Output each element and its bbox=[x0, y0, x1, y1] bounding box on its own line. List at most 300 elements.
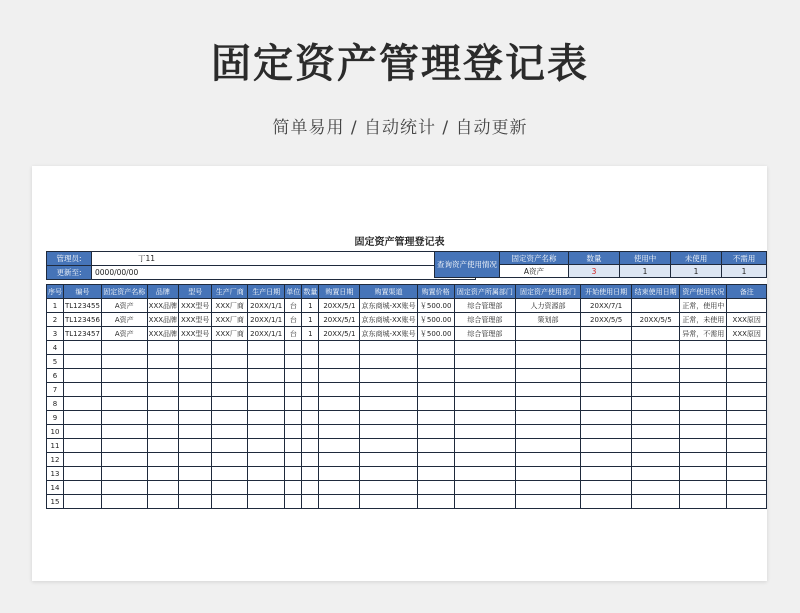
table-cell[interactable] bbox=[64, 467, 102, 481]
table-cell[interactable]: ￥500.00 bbox=[417, 313, 454, 327]
table-cell[interactable] bbox=[248, 481, 285, 495]
table-cell[interactable]: 3 bbox=[47, 327, 64, 341]
table-cell[interactable] bbox=[285, 355, 302, 369]
table-row bbox=[47, 453, 767, 467]
table-cell[interactable] bbox=[212, 383, 248, 397]
table-cell[interactable] bbox=[179, 355, 212, 369]
column-header[interactable]: 固定资产使用部门 bbox=[516, 285, 581, 299]
table-cell[interactable] bbox=[581, 355, 632, 369]
table-cell[interactable] bbox=[101, 467, 147, 481]
table-cell[interactable] bbox=[64, 383, 102, 397]
table-cell[interactable]: 1 bbox=[47, 299, 64, 313]
table-cell[interactable] bbox=[248, 453, 285, 467]
table-cell[interactable] bbox=[248, 341, 285, 355]
column-header[interactable]: 序号 bbox=[47, 285, 64, 299]
column-header[interactable]: 购置日期 bbox=[319, 285, 360, 299]
table-cell[interactable] bbox=[516, 467, 581, 481]
table-cell[interactable] bbox=[248, 425, 285, 439]
table-cell[interactable]: 14 bbox=[47, 481, 64, 495]
table-cell[interactable] bbox=[302, 439, 319, 453]
table-cell[interactable] bbox=[632, 439, 680, 453]
table-cell[interactable]: 2 bbox=[47, 313, 64, 327]
table-cell[interactable] bbox=[454, 495, 515, 509]
table-cell[interactable] bbox=[64, 355, 102, 369]
table-cell[interactable] bbox=[516, 383, 581, 397]
table-cell[interactable] bbox=[64, 369, 102, 383]
table-cell[interactable] bbox=[632, 467, 680, 481]
table-cell[interactable]: 1 bbox=[302, 327, 319, 341]
table-cell[interactable] bbox=[727, 383, 767, 397]
table-cell[interactable] bbox=[727, 453, 767, 467]
table-cell[interactable] bbox=[147, 411, 178, 425]
table-cell[interactable] bbox=[64, 425, 102, 439]
table-cell[interactable]: A资产 bbox=[101, 299, 147, 313]
table-cell[interactable] bbox=[727, 341, 767, 355]
column-header[interactable]: 固定资产所属部门 bbox=[454, 285, 515, 299]
table-cell[interactable] bbox=[417, 439, 454, 453]
table-cell[interactable] bbox=[632, 299, 680, 313]
table-cell[interactable] bbox=[581, 439, 632, 453]
table-cell[interactable] bbox=[285, 341, 302, 355]
column-header[interactable]: 数量 bbox=[302, 285, 319, 299]
page-subtitle: 简单易用 / 自动统计 / 自动更新 bbox=[272, 118, 528, 138]
table-cell[interactable] bbox=[581, 341, 632, 355]
table-cell[interactable] bbox=[727, 411, 767, 425]
table-cell[interactable] bbox=[319, 425, 360, 439]
table-cell[interactable]: XXX型号 bbox=[179, 313, 212, 327]
table-cell[interactable] bbox=[319, 341, 360, 355]
table-cell[interactable] bbox=[179, 383, 212, 397]
table-cell[interactable] bbox=[680, 341, 727, 355]
table-cell[interactable] bbox=[302, 481, 319, 495]
table-cell[interactable] bbox=[727, 355, 767, 369]
table-cell[interactable]: ￥500.00 bbox=[417, 299, 454, 313]
table-cell[interactable] bbox=[360, 341, 417, 355]
table-cell[interactable] bbox=[680, 383, 727, 397]
table-cell[interactable] bbox=[101, 411, 147, 425]
table-cell[interactable]: 13 bbox=[47, 467, 64, 481]
table-cell[interactable] bbox=[248, 467, 285, 481]
table-cell[interactable] bbox=[147, 355, 178, 369]
table-cell[interactable]: XXX厂商 bbox=[212, 299, 248, 313]
table-cell[interactable] bbox=[417, 453, 454, 467]
table-cell[interactable]: 15 bbox=[47, 495, 64, 509]
table-cell[interactable] bbox=[417, 397, 454, 411]
column-header[interactable]: 编号 bbox=[64, 285, 102, 299]
table-cell[interactable] bbox=[101, 425, 147, 439]
table-cell[interactable] bbox=[319, 467, 360, 481]
table-cell[interactable] bbox=[248, 369, 285, 383]
table-cell[interactable] bbox=[179, 453, 212, 467]
table-cell[interactable] bbox=[454, 397, 515, 411]
table-cell[interactable]: 台 bbox=[285, 299, 302, 313]
table-cell[interactable]: 4 bbox=[47, 341, 64, 355]
table-cell[interactable] bbox=[581, 495, 632, 509]
table-cell[interactable] bbox=[360, 495, 417, 509]
table-cell[interactable] bbox=[360, 481, 417, 495]
table-cell[interactable] bbox=[212, 369, 248, 383]
table-cell[interactable] bbox=[727, 299, 767, 313]
table-cell[interactable] bbox=[248, 383, 285, 397]
table-cell[interactable] bbox=[417, 383, 454, 397]
table-cell[interactable] bbox=[319, 453, 360, 467]
table-cell[interactable]: 20XX/5/1 bbox=[319, 327, 360, 341]
table-cell[interactable]: 综合管理部 bbox=[454, 313, 515, 327]
table-cell[interactable]: 正常，使用中 bbox=[680, 299, 727, 313]
table-cell[interactable] bbox=[302, 467, 319, 481]
table-cell[interactable] bbox=[319, 495, 360, 509]
table-cell[interactable]: 综合管理部 bbox=[454, 299, 515, 313]
table-cell[interactable] bbox=[516, 369, 581, 383]
table-cell[interactable] bbox=[454, 439, 515, 453]
table-cell[interactable] bbox=[64, 341, 102, 355]
table-cell[interactable]: A资产 bbox=[101, 313, 147, 327]
table-cell[interactable] bbox=[212, 453, 248, 467]
table-cell[interactable] bbox=[147, 397, 178, 411]
table-cell[interactable] bbox=[417, 467, 454, 481]
table-cell[interactable]: TL123457 bbox=[64, 327, 102, 341]
table-cell[interactable]: 8 bbox=[47, 397, 64, 411]
table-cell[interactable] bbox=[302, 355, 319, 369]
table-cell[interactable] bbox=[285, 411, 302, 425]
table-cell[interactable] bbox=[632, 397, 680, 411]
table-cell[interactable] bbox=[302, 495, 319, 509]
table-cell[interactable]: TL123455 bbox=[64, 299, 102, 313]
table-cell[interactable] bbox=[101, 439, 147, 453]
table-cell[interactable] bbox=[101, 369, 147, 383]
table-cell[interactable] bbox=[516, 411, 581, 425]
table-cell[interactable] bbox=[101, 397, 147, 411]
table-cell[interactable] bbox=[632, 411, 680, 425]
column-header[interactable]: 资产使用状况 bbox=[680, 285, 727, 299]
column-header[interactable]: 备注 bbox=[727, 285, 767, 299]
table-cell[interactable]: 5 bbox=[47, 355, 64, 369]
table-cell[interactable] bbox=[101, 383, 147, 397]
table-cell[interactable] bbox=[516, 341, 581, 355]
table-cell[interactable] bbox=[179, 439, 212, 453]
table-cell[interactable] bbox=[680, 481, 727, 495]
table-cell[interactable]: 20XX/1/1 bbox=[248, 299, 285, 313]
table-cell[interactable] bbox=[727, 467, 767, 481]
table-cell[interactable] bbox=[360, 411, 417, 425]
table-cell[interactable]: 20XX/5/1 bbox=[319, 299, 360, 313]
column-header[interactable]: 型号 bbox=[179, 285, 212, 299]
table-cell[interactable] bbox=[64, 439, 102, 453]
table-cell[interactable] bbox=[285, 467, 302, 481]
table-cell[interactable] bbox=[680, 453, 727, 467]
table-cell[interactable] bbox=[417, 411, 454, 425]
table-cell[interactable] bbox=[632, 425, 680, 439]
table-cell[interactable] bbox=[101, 355, 147, 369]
table-cell[interactable] bbox=[302, 411, 319, 425]
table-cell[interactable]: 台 bbox=[285, 313, 302, 327]
table-cell[interactable]: 台 bbox=[285, 327, 302, 341]
table-cell[interactable] bbox=[212, 481, 248, 495]
table-cell[interactable] bbox=[248, 439, 285, 453]
table-cell[interactable] bbox=[516, 495, 581, 509]
table-cell[interactable]: 9 bbox=[47, 411, 64, 425]
table-cell[interactable] bbox=[360, 383, 417, 397]
table-cell[interactable] bbox=[417, 341, 454, 355]
table-cell[interactable] bbox=[516, 481, 581, 495]
table-cell[interactable]: 20XX/5/1 bbox=[319, 313, 360, 327]
table-cell[interactable] bbox=[302, 397, 319, 411]
table-cell[interactable] bbox=[147, 481, 178, 495]
table-cell[interactable] bbox=[179, 397, 212, 411]
table-cell[interactable]: 1 bbox=[302, 299, 319, 313]
table-cell[interactable] bbox=[360, 425, 417, 439]
table-cell[interactable] bbox=[581, 481, 632, 495]
table-cell[interactable] bbox=[212, 467, 248, 481]
table-cell[interactable]: 京东商城-XX账号 bbox=[360, 327, 417, 341]
table-cell[interactable] bbox=[319, 355, 360, 369]
updated-value[interactable]: 0000/00/00 bbox=[92, 266, 476, 280]
table-cell[interactable] bbox=[581, 327, 632, 341]
table-cell[interactable] bbox=[319, 397, 360, 411]
table-cell[interactable]: XXX厂商 bbox=[212, 313, 248, 327]
table-cell[interactable] bbox=[179, 369, 212, 383]
table-cell[interactable] bbox=[64, 453, 102, 467]
table-cell[interactable] bbox=[360, 453, 417, 467]
table-cell[interactable]: 人力资源部 bbox=[516, 299, 581, 313]
table-cell[interactable] bbox=[147, 383, 178, 397]
table-cell[interactable] bbox=[417, 481, 454, 495]
page-title: 固定资产管理登记表 bbox=[211, 41, 589, 87]
table-cell[interactable] bbox=[147, 467, 178, 481]
table-cell[interactable] bbox=[285, 481, 302, 495]
table-cell[interactable]: 20XX/1/1 bbox=[248, 313, 285, 327]
table-cell[interactable] bbox=[680, 425, 727, 439]
table-cell[interactable]: ￥500.00 bbox=[417, 327, 454, 341]
table-row bbox=[47, 341, 767, 355]
table-cell[interactable] bbox=[302, 369, 319, 383]
column-header[interactable]: 购置价格 bbox=[417, 285, 454, 299]
table-cell[interactable] bbox=[727, 495, 767, 509]
table-cell[interactable] bbox=[212, 397, 248, 411]
table-cell[interactable]: 正常，未使用 bbox=[680, 313, 727, 327]
table-cell[interactable]: 京东商城-XX账号 bbox=[360, 299, 417, 313]
table-cell[interactable] bbox=[454, 453, 515, 467]
table-cell[interactable]: 20XX/1/1 bbox=[248, 327, 285, 341]
table-cell[interactable] bbox=[285, 383, 302, 397]
table-cell[interactable] bbox=[632, 369, 680, 383]
table-cell[interactable]: TL123456 bbox=[64, 313, 102, 327]
column-header[interactable]: 结束使用日期 bbox=[632, 285, 680, 299]
table-cell[interactable] bbox=[285, 439, 302, 453]
query-header-unused: 未使用 bbox=[671, 252, 722, 265]
table-cell[interactable] bbox=[454, 383, 515, 397]
table-cell[interactable] bbox=[285, 397, 302, 411]
table-cell[interactable] bbox=[101, 495, 147, 509]
table-cell[interactable] bbox=[417, 425, 454, 439]
table-cell[interactable] bbox=[285, 453, 302, 467]
table-cell[interactable] bbox=[727, 425, 767, 439]
table-cell[interactable] bbox=[248, 397, 285, 411]
manager-label: 管理员: bbox=[47, 252, 92, 266]
table-cell[interactable] bbox=[632, 481, 680, 495]
table-cell[interactable] bbox=[680, 369, 727, 383]
table-cell[interactable] bbox=[454, 467, 515, 481]
column-header[interactable]: 生产厂商 bbox=[212, 285, 248, 299]
table-cell[interactable]: 7 bbox=[47, 383, 64, 397]
column-header[interactable]: 生产日期 bbox=[248, 285, 285, 299]
table-cell[interactable] bbox=[302, 341, 319, 355]
table-cell[interactable] bbox=[727, 369, 767, 383]
table-cell[interactable] bbox=[179, 425, 212, 439]
table-cell[interactable] bbox=[454, 355, 515, 369]
table-cell[interactable] bbox=[179, 495, 212, 509]
table-cell[interactable]: 策划部 bbox=[516, 313, 581, 327]
table-cell[interactable] bbox=[212, 355, 248, 369]
table-cell[interactable] bbox=[581, 453, 632, 467]
table-cell[interactable]: 京东商城-XX账号 bbox=[360, 313, 417, 327]
table-cell[interactable] bbox=[101, 341, 147, 355]
table-cell[interactable] bbox=[302, 453, 319, 467]
table-cell[interactable]: XXX原因 bbox=[727, 327, 767, 341]
table-cell[interactable] bbox=[179, 481, 212, 495]
table-cell[interactable]: XXX品牌 bbox=[147, 299, 178, 313]
manager-value[interactable]: 丁11 bbox=[92, 252, 476, 266]
table-cell[interactable] bbox=[581, 411, 632, 425]
table-cell[interactable] bbox=[319, 383, 360, 397]
table-cell[interactable] bbox=[632, 327, 680, 341]
column-header[interactable]: 购置渠道 bbox=[360, 285, 417, 299]
table-cell[interactable] bbox=[632, 341, 680, 355]
table-cell[interactable] bbox=[727, 481, 767, 495]
table-cell[interactable]: XXX品牌 bbox=[147, 313, 178, 327]
table-cell[interactable]: A资产 bbox=[101, 327, 147, 341]
table-cell[interactable] bbox=[147, 425, 178, 439]
table-cell[interactable] bbox=[319, 439, 360, 453]
table-cell[interactable]: 20XX/7/1 bbox=[581, 299, 632, 313]
table-cell[interactable] bbox=[360, 369, 417, 383]
table-cell[interactable] bbox=[680, 397, 727, 411]
table-cell[interactable] bbox=[212, 425, 248, 439]
table-cell[interactable] bbox=[680, 467, 727, 481]
table-cell[interactable] bbox=[248, 411, 285, 425]
table-cell[interactable] bbox=[581, 425, 632, 439]
table-cell[interactable] bbox=[212, 341, 248, 355]
column-header[interactable]: 单位 bbox=[285, 285, 302, 299]
table-cell[interactable] bbox=[302, 383, 319, 397]
table-cell[interactable]: 20XX/5/5 bbox=[632, 313, 680, 327]
table-cell[interactable] bbox=[212, 439, 248, 453]
column-header[interactable]: 开始使用日期 bbox=[581, 285, 632, 299]
table-cell[interactable] bbox=[581, 369, 632, 383]
table-cell[interactable] bbox=[632, 383, 680, 397]
table-cell[interactable] bbox=[581, 383, 632, 397]
table-cell[interactable]: XXX型号 bbox=[179, 299, 212, 313]
table-cell[interactable] bbox=[64, 397, 102, 411]
table-cell[interactable] bbox=[632, 495, 680, 509]
table-cell[interactable]: 异常，不需用 bbox=[680, 327, 727, 341]
table-cell[interactable] bbox=[454, 411, 515, 425]
table-cell[interactable] bbox=[319, 369, 360, 383]
table-cell[interactable] bbox=[179, 467, 212, 481]
table-cell[interactable]: 11 bbox=[47, 439, 64, 453]
table-cell[interactable] bbox=[680, 495, 727, 509]
table-cell[interactable] bbox=[64, 481, 102, 495]
table-cell[interactable]: 1 bbox=[302, 313, 319, 327]
table-cell[interactable] bbox=[285, 369, 302, 383]
table-row bbox=[47, 313, 767, 327]
table-cell[interactable] bbox=[417, 355, 454, 369]
table-cell[interactable] bbox=[454, 481, 515, 495]
table-cell[interactable] bbox=[64, 495, 102, 509]
table-cell[interactable] bbox=[632, 355, 680, 369]
table-cell[interactable]: XXX厂商 bbox=[212, 327, 248, 341]
table-cell[interactable] bbox=[101, 481, 147, 495]
table-cell[interactable] bbox=[454, 425, 515, 439]
table-cell[interactable]: 6 bbox=[47, 369, 64, 383]
table-cell[interactable] bbox=[285, 495, 302, 509]
table-cell[interactable] bbox=[360, 355, 417, 369]
table-cell[interactable]: 10 bbox=[47, 425, 64, 439]
column-header[interactable]: 品牌 bbox=[147, 285, 178, 299]
table-cell[interactable] bbox=[147, 369, 178, 383]
table-cell[interactable] bbox=[147, 439, 178, 453]
table-cell[interactable] bbox=[727, 439, 767, 453]
table-cell[interactable] bbox=[147, 453, 178, 467]
table-cell[interactable] bbox=[417, 495, 454, 509]
table-cell[interactable] bbox=[680, 439, 727, 453]
table-cell[interactable] bbox=[319, 411, 360, 425]
table-cell[interactable] bbox=[632, 453, 680, 467]
table-cell[interactable]: 12 bbox=[47, 453, 64, 467]
table-cell[interactable] bbox=[680, 355, 727, 369]
table-cell[interactable] bbox=[147, 341, 178, 355]
table-cell[interactable] bbox=[516, 425, 581, 439]
table-cell[interactable] bbox=[581, 467, 632, 481]
table-cell[interactable] bbox=[680, 411, 727, 425]
table-cell[interactable] bbox=[581, 397, 632, 411]
query-in-use-value: 1 bbox=[620, 265, 671, 278]
table-cell[interactable] bbox=[319, 481, 360, 495]
table-cell[interactable]: 20XX/5/5 bbox=[581, 313, 632, 327]
table-cell[interactable] bbox=[360, 439, 417, 453]
table-row bbox=[47, 425, 767, 439]
table-cell[interactable]: XXX品牌 bbox=[147, 327, 178, 341]
table-cell[interactable] bbox=[179, 341, 212, 355]
table-cell[interactable]: XXX型号 bbox=[179, 327, 212, 341]
table-cell[interactable] bbox=[101, 453, 147, 467]
column-header[interactable]: 固定资产名称 bbox=[101, 285, 147, 299]
table-cell[interactable] bbox=[516, 439, 581, 453]
table-cell[interactable] bbox=[516, 397, 581, 411]
table-cell[interactable]: 综合管理部 bbox=[454, 327, 515, 341]
table-cell[interactable] bbox=[248, 495, 285, 509]
query-asset-select[interactable]: A资产 bbox=[500, 265, 569, 278]
table-cell[interactable] bbox=[64, 411, 102, 425]
table-cell[interactable] bbox=[212, 411, 248, 425]
table-cell[interactable] bbox=[147, 495, 178, 509]
table-cell[interactable] bbox=[516, 355, 581, 369]
table-cell[interactable] bbox=[727, 397, 767, 411]
table-cell[interactable] bbox=[360, 467, 417, 481]
table-cell[interactable] bbox=[516, 453, 581, 467]
table-cell[interactable] bbox=[454, 341, 515, 355]
table-cell[interactable] bbox=[285, 425, 302, 439]
table-cell[interactable] bbox=[302, 425, 319, 439]
table-cell[interactable] bbox=[248, 355, 285, 369]
table-cell[interactable] bbox=[516, 327, 581, 341]
table-cell[interactable] bbox=[360, 397, 417, 411]
table-cell[interactable] bbox=[454, 369, 515, 383]
table-cell[interactable] bbox=[212, 495, 248, 509]
table-cell[interactable]: XXX原因 bbox=[727, 313, 767, 327]
table-cell[interactable] bbox=[179, 411, 212, 425]
table-cell[interactable] bbox=[417, 369, 454, 383]
